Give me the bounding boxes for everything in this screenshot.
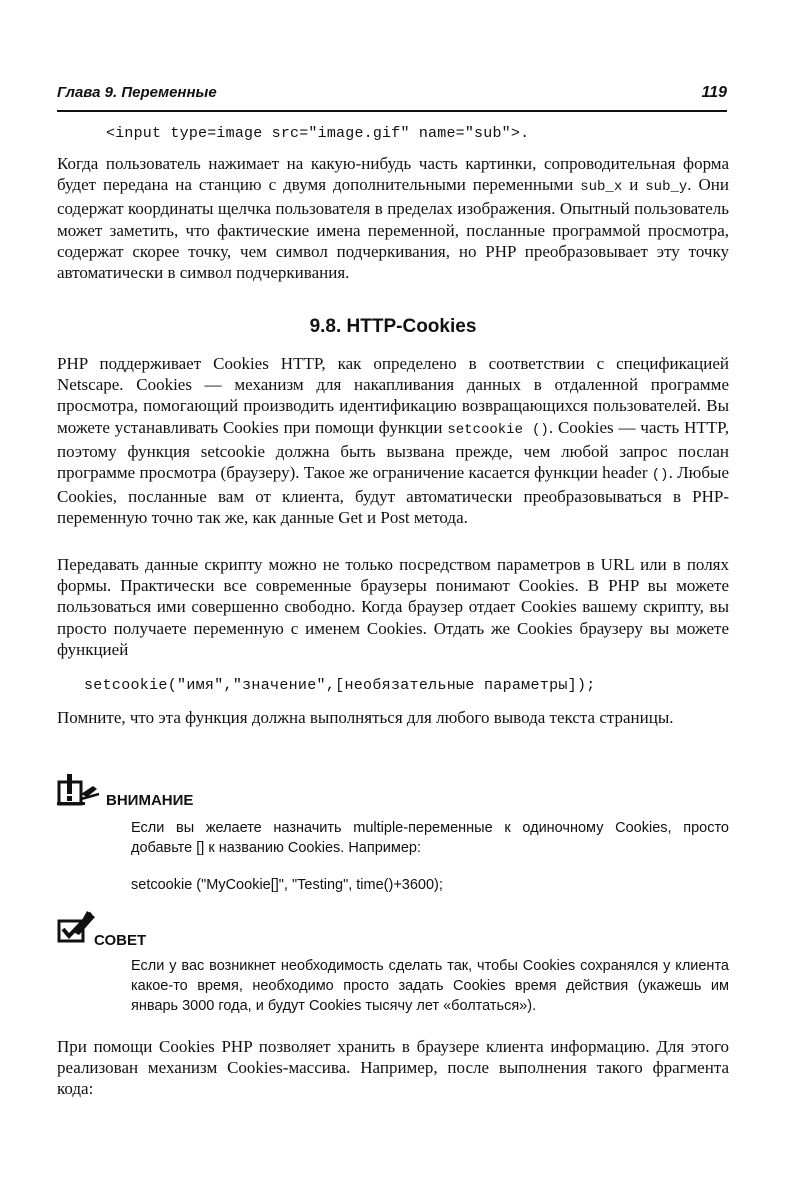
paragraph-text: и — [622, 175, 646, 195]
inline-code-sub-y: sub_y — [645, 179, 688, 196]
code-line-input-image: <input type=image src="image.gif" name="sub">. — [106, 125, 530, 142]
warning-code: setcookie ("MyCookie[]", "Testing", time()+3600); — [131, 877, 443, 893]
section-heading: 9.8. HTTP-Cookies — [309, 316, 477, 337]
warning-title: ВНИМАНИЕ — [106, 792, 194, 809]
tip-text: Если у вас возникнет необходимость сделать так, чтобы Cookies сохранялся у клиента какое-то время, необходимо просто задать Cookies время действия (укажешь им январь 3000 года, и будут Cookies тысячу лет «болтаться»). — [131, 958, 729, 1014]
checkmark-pen-icon — [57, 909, 97, 945]
paragraph-text: PHP поддерживает Cookies HTTP, как определено в соответствии с спецификацией Netscape. Cookies — механизм для накапливания данных в отдаленной программе просмотра, помогающий производить идентификацию возвращающихся пользователей. Вы можете устанавливать Cookies при помощи функции — [57, 354, 729, 437]
paragraph-remember: Помните, что эта функция должна выполняться для любого вывода текста страницы. — [57, 708, 674, 727]
paragraph-image-submit — [57, 153, 729, 283]
running-header — [57, 84, 727, 108]
paragraph-cookies-usage: Передавать данные скрипту можно не только посредством параметров в URL или в полях формы. Практически все современные браузеры понимают Cookies. В PHP вы можете пользоваться ими совершенно свободно. Когда браузер отдает Cookies вашему скрипту, вы просто получаете переменную с именем Cookies. Отдать же Cookies браузеру вы можете функцией — [57, 555, 729, 659]
inline-code-header-parens: () — [651, 467, 669, 484]
chapter-title: Глава 9. Переменные — [57, 84, 217, 101]
page-number: 119 — [701, 84, 727, 101]
paragraph-cookies-array: При помощи Cookies PHP позволяет хранить в браузере клиента информацию. Для этого реализован механизм Cookies-массива. Например, после выполнения такого фрагмента кода: — [57, 1037, 729, 1099]
inline-code-sub-x: sub_x — [580, 179, 623, 196]
inline-code-setcookie: setcookie () — [447, 421, 549, 438]
paragraph-text: . Любые Cookies, посланные вам от клиента, будут автоматически преобразовываться в PHP-переменную точно так же, как данные Get и Post метода. — [57, 463, 729, 528]
warning-text: Если вы желаете назначить multiple-переменные к одиночному Cookies, просто добавьте [] к названию Cookies. Например: — [131, 820, 729, 856]
code-line-setcookie: setcookie("имя","значение",[необязательные параметры]); — [84, 677, 596, 694]
paragraph-text: . Cookies — часть HTTP, поэтому функция setcookie должна быть вызвана прежде, чем любой запрос послан программе просмотра (браузеру). Такое же ограничение касается функции header — [57, 417, 729, 483]
tip-title: СОВЕТ — [94, 932, 147, 949]
warning-hand-icon — [57, 772, 101, 806]
header-rule — [57, 110, 727, 112]
paragraph-cookies-intro — [57, 353, 729, 529]
paragraph-text: . Они содержат координаты щелчка пользователя в пределах изображения. Опытный пользователь может заметить, что фактические имена переменной, посланные программой просмотра, содержат скорее точку, чем символ подчеркивания, но PHP преобразовывает эту точку автоматически в символ подчеркивания. — [57, 175, 729, 283]
paragraph-text: Когда пользователь нажимает на какую-нибудь часть картинки, сопроводительная форма будет передана на станцию с двумя дополнительными переменными — [57, 154, 729, 195]
